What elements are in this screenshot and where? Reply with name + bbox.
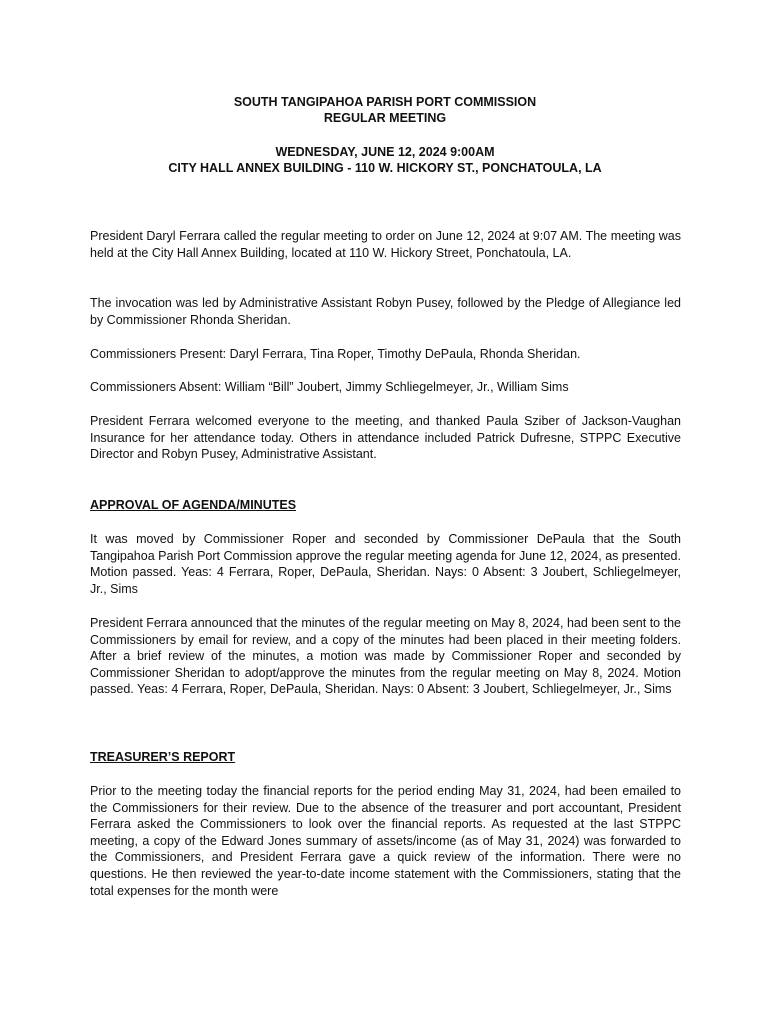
call-to-order-paragraph: President Daryl Ferrara called the regular meeting to order on June 12, 2024 at 9:07 AM. The meeting was held at the City Hall Annex Building, located at 110 W. Hickory Street, Ponchatoula, LA. (90, 229, 681, 260)
meeting-date-time: WEDNESDAY, JUNE 12, 2024 9:00AM (275, 145, 495, 159)
minutes-approval-paragraph: President Ferrara announced that the minutes of the regular meeting on May 8, 2024, had been sent to the Commissioners by email for review, and a copy of the minutes had been placed in their meeting folders. After a brief review of the minutes, a motion was made by Commissioner Roper and seconded by Commissioner Sheridan to adopt/approve the minutes from the regular meeting on May 8, 2024. Motion passed. Yeas: 4 Ferrara, Roper, DePaula, Sheridan. Nays: 0 Absent: 3 Joubert, Schliegelmeyer, Jr., Sims (90, 616, 681, 697)
agenda-approval-paragraph: It was moved by Commissioner Roper and seconded by Commissioner DePaula that the South Tangipahoa Parish Port Commission approve the regular meeting agenda for June 12, 2024, as presented. Motion passed. Yeas: 4 Ferrara, Roper, DePaula, Sheridan. Nays: 0 Absent: 3 Joubert, Schliegelmeyer, Jr., Sims (90, 532, 681, 596)
welcome-paragraph: President Ferrara welcomed everyone to the meeting, and thanked Paula Sziber of Jackson-Vaughan Insurance for her attendance today. Others in attendance included Patrick Dufresne, STPPC Executive Director and Robyn Pusey, Administrative Assistant. (90, 414, 681, 462)
treasurers-report-heading: TREASURER’S REPORT (90, 750, 236, 764)
commissioners-absent-paragraph: Commissioners Absent: William “Bill” Joubert, Jimmy Schliegelmeyer, Jr., William Sims (90, 380, 569, 394)
meeting-location: CITY HALL ANNEX BUILDING - 110 W. HICKORY ST., PONCHATOULA, LA (168, 161, 602, 175)
document-title: SOUTH TANGIPAHOA PARISH PORT COMMISSION (233, 95, 537, 109)
commissioners-present-paragraph: Commissioners Present: Daryl Ferrara, Tina Roper, Timothy DePaula, Rhonda Sheridan. (90, 347, 581, 361)
agenda-minutes-heading: APPROVAL OF AGENDA/MINUTES (90, 498, 297, 512)
invocation-paragraph: The invocation was led by Administrative Assistant Robyn Pusey, followed by the Pledge of Allegiance led by Commissioner Rhonda Sheridan. (90, 296, 681, 327)
meeting-type: REGULAR MEETING (323, 111, 447, 125)
treasurers-report-paragraph: Prior to the meeting today the financial reports for the period ending May 31, 2024, had been emailed to the Commissioners for their review. Due to the absence of the treasurer and port accountant, President Ferrara asked the Commissioners to look over the financial reports. As requested at the last STPPC meeting, a copy of the Edward Jones summary of assets/income (as of May 31, 2024) was forwarded to the Commissioners, and President Ferrara gave a quick review of the information. There were no questions. He then reviewed the year-to-date income statement with the Commissioners, stating that the total expenses for the month were (90, 784, 681, 898)
